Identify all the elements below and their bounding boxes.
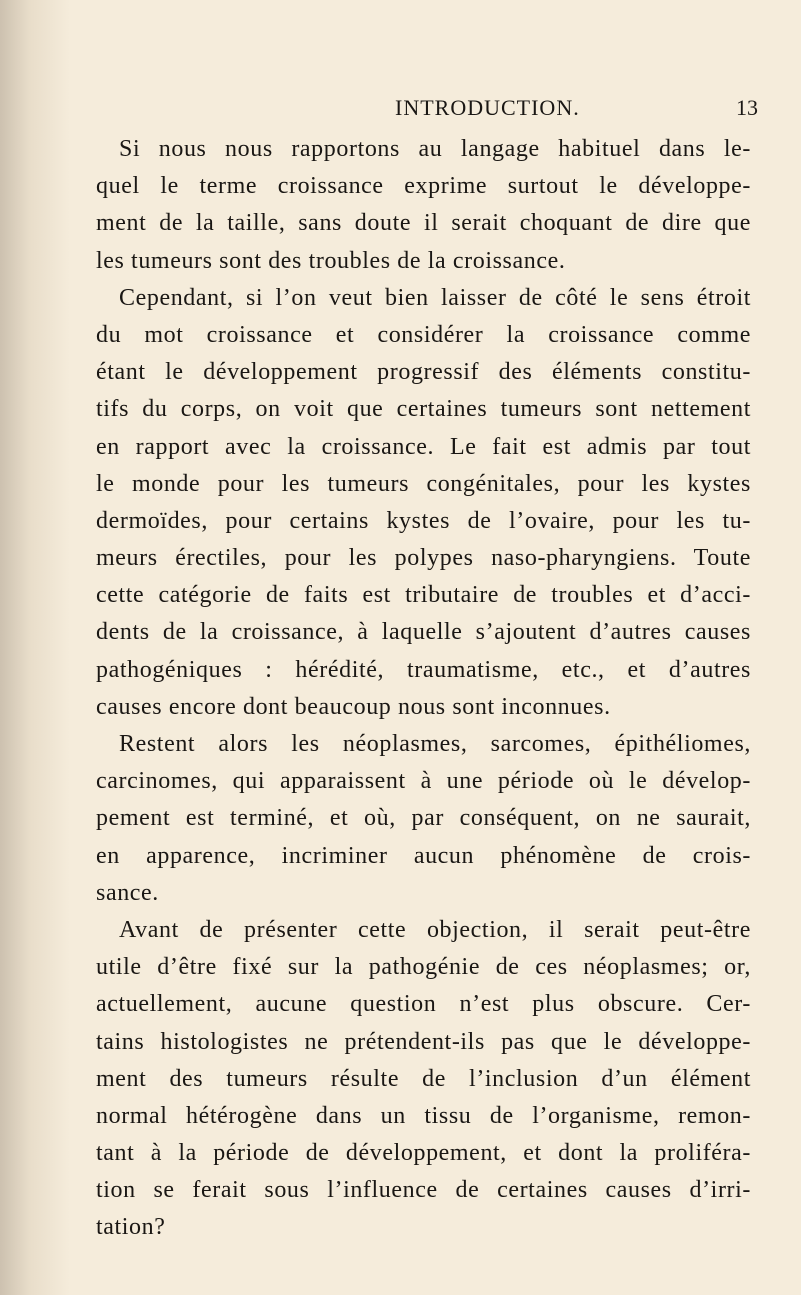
text-line: tation? [96, 1214, 166, 1241]
running-head: INTRODUCTION. [395, 95, 580, 120]
text-line: Avant de présenter cette objection, il serait peut-être [119, 916, 751, 943]
page-header [0, 93, 801, 123]
text-line: tion se ferait sous l’influence de certaines causes d’irri- [96, 1177, 751, 1204]
text-line: actuellement, aucune question n’est plus obscure. Cer- [96, 991, 751, 1018]
text-line: sance. [96, 879, 159, 906]
text-line: dermoïdes, pour certains kystes de l’ovaire, pour les tu- [96, 507, 751, 534]
text-line: pement est terminé, et où, par conséquent, on ne saurait, [96, 805, 751, 832]
text-line: le monde pour les tumeurs congénitales, pour les kystes [96, 470, 751, 497]
text-line: ment des tumeurs résulte de l’inclusion d’un élément [96, 1065, 751, 1092]
text-line: en apparence, incriminer aucun phénomène de crois- [96, 842, 751, 869]
text-line: en rapport avec la croissance. Le fait est admis par tout [96, 433, 751, 460]
text-line: utile d’être fixé sur la pathogénie de ces néoplasmes; or, [96, 954, 751, 981]
text-line: carcinomes, qui apparaissent à une période où le dévelop- [96, 768, 751, 795]
text-line: normal hétérogène dans un tissu de l’organisme, remon- [96, 1102, 751, 1129]
text-line: ment de la taille, sans doute il serait choquant de dire que [96, 210, 751, 237]
page-number: 13 [736, 95, 758, 120]
text-line: quel le terme croissance exprime surtout le développe- [96, 173, 751, 200]
text-line: dents de la croissance, à laquelle s’ajoutent d’autres causes [96, 619, 751, 646]
text-line: causes encore dont beaucoup nous sont inconnues. [96, 693, 611, 720]
text-line: cette catégorie de faits est tributaire de troubles et d’acci- [96, 582, 751, 609]
text-line: Restent alors les néoplasmes, sarcomes, épithéliomes, [119, 731, 751, 757]
text-line: Cependant, si l’on veut bien laisser de côté le sens étroit [119, 284, 751, 311]
text-line: tifs du corps, on voit que certaines tumeurs sont nettement [96, 396, 751, 423]
text-line: du mot croissance et considérer la croissance comme [96, 321, 751, 348]
text-line: meurs érectiles, pour les polypes naso-pharyngiens. Toute [96, 545, 751, 572]
body-text [96, 131, 751, 1247]
text-line: Si nous nous rapportons au langage habituel dans le- [119, 136, 751, 162]
text-line: les tumeurs sont des troubles de la croissance. [96, 247, 566, 274]
text-line: étant le développement progressif des éléments constitu- [96, 359, 751, 386]
text-line: tains histologistes ne prétendent-ils pas que le développe- [96, 1028, 751, 1055]
text-line: pathogéniques : hérédité, traumatisme, etc., et d’autres [96, 656, 751, 683]
text-line: tant à la période de développement, et dont la proliféra- [96, 1140, 751, 1167]
